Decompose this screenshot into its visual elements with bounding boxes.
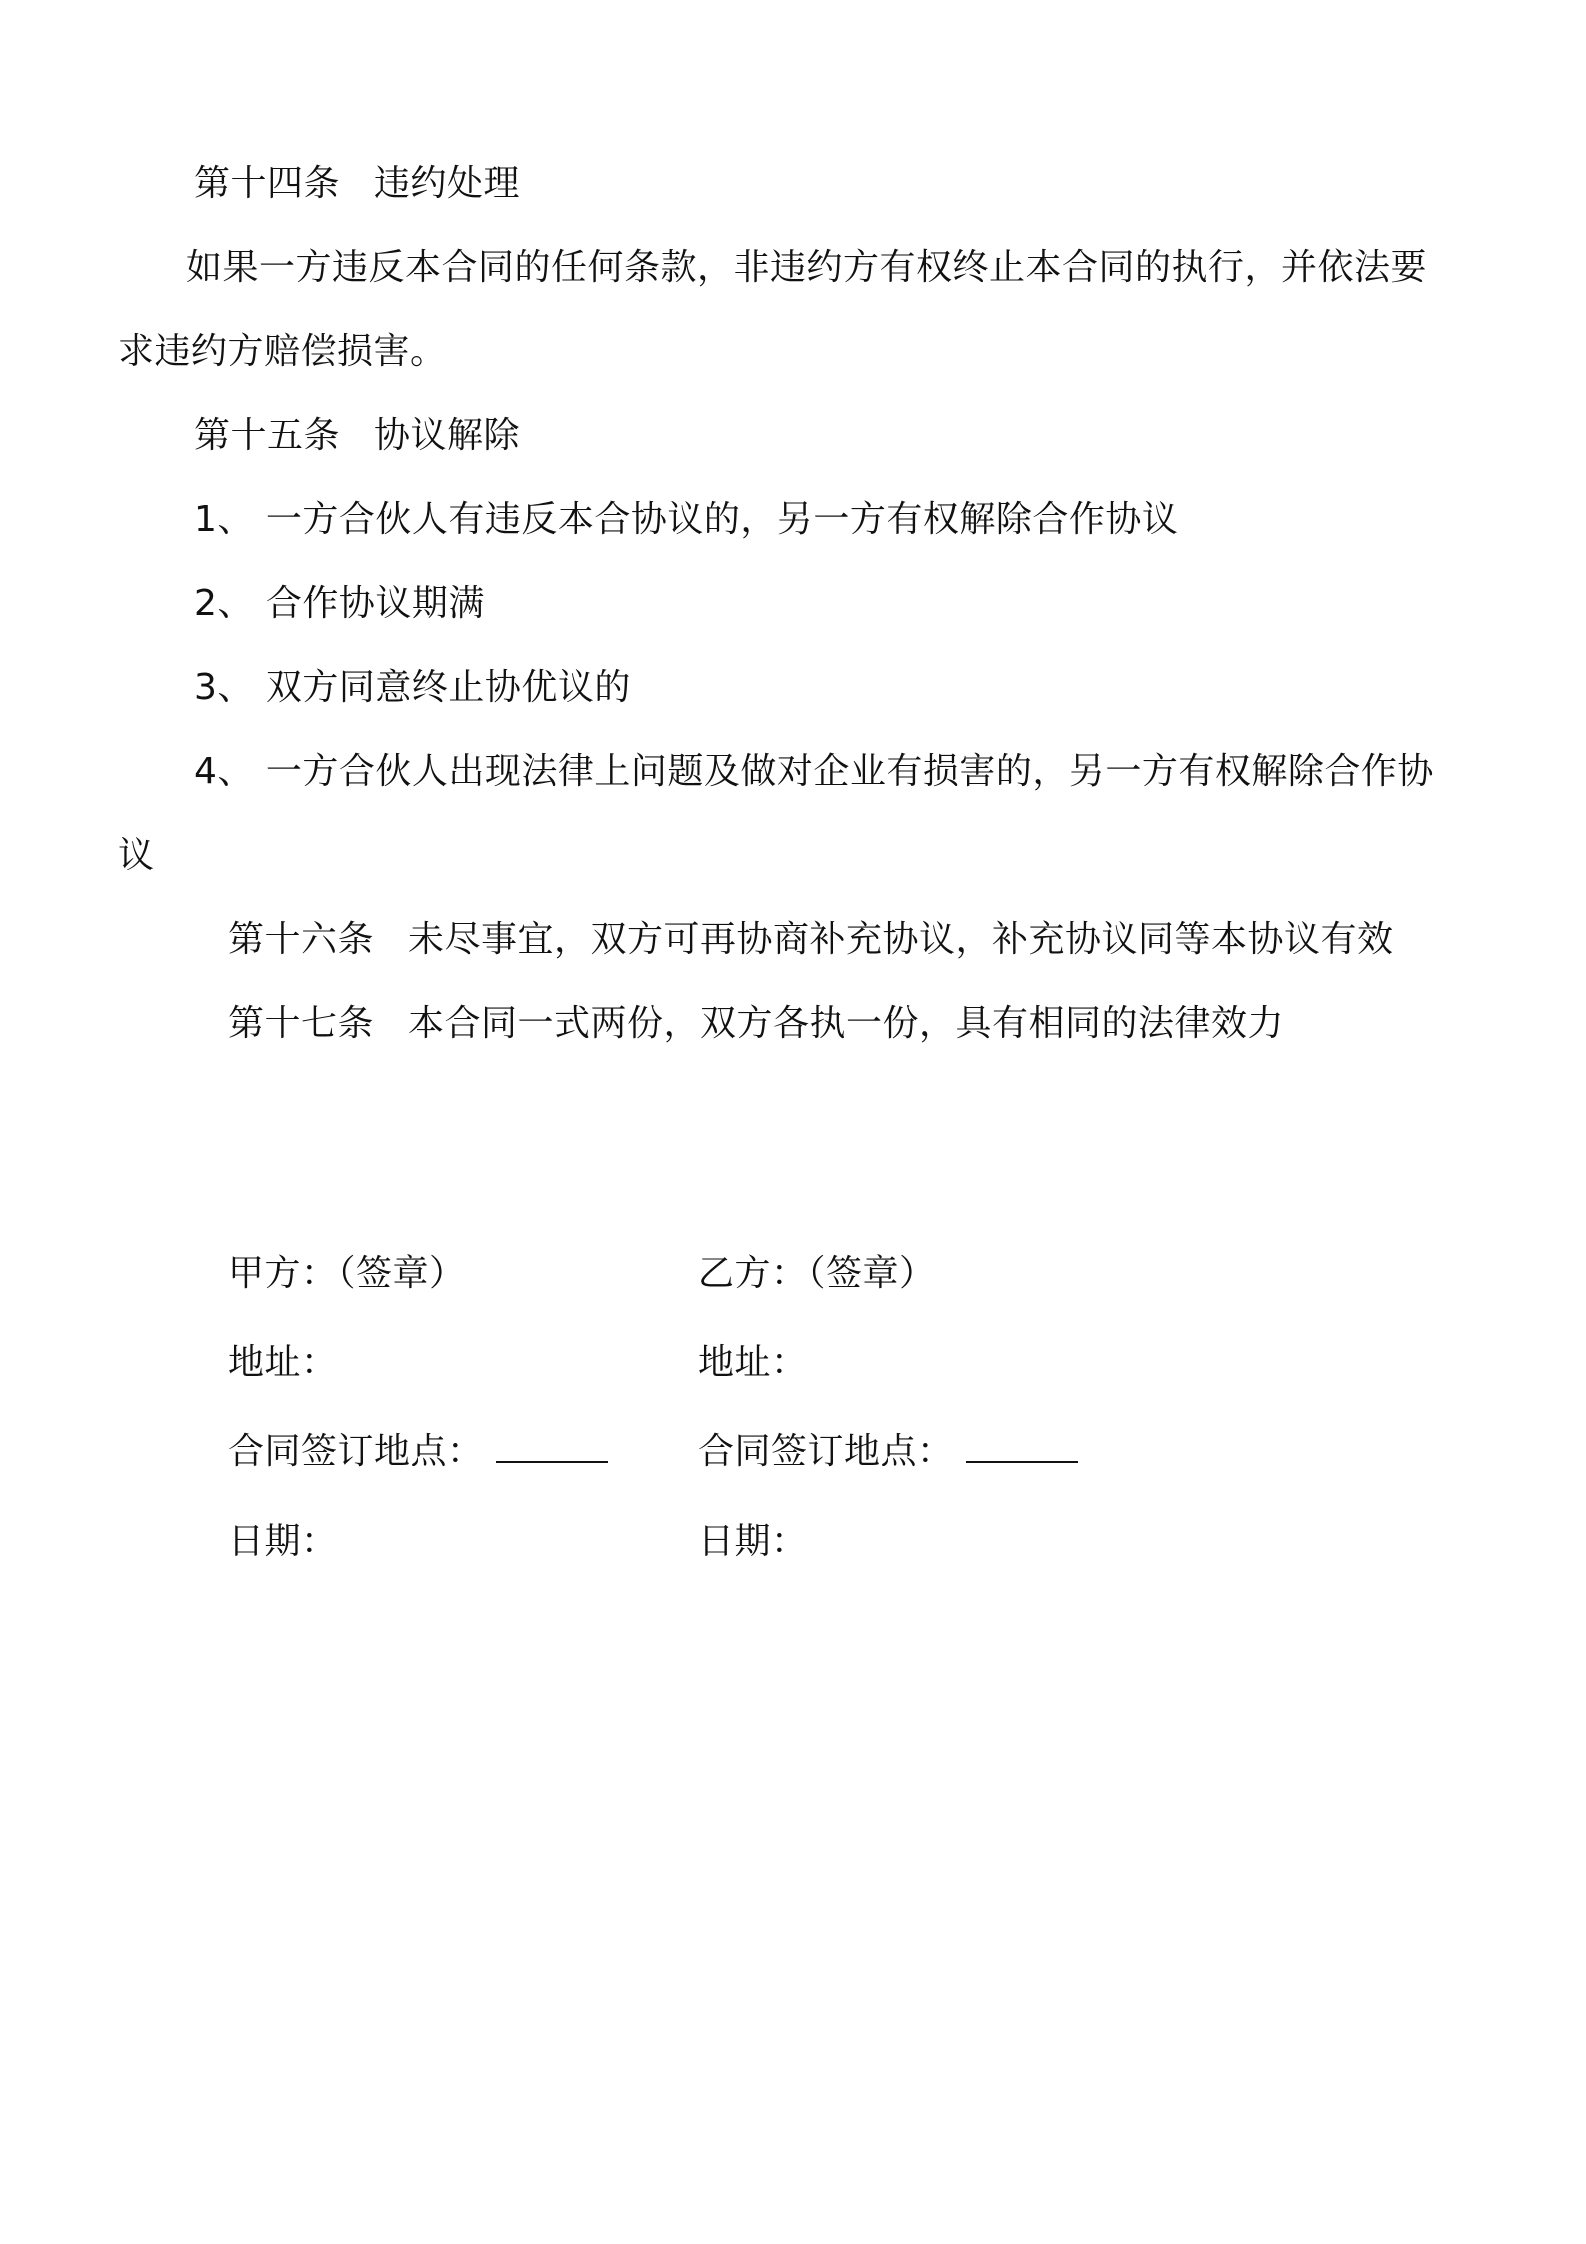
article-14-body-line-2: 求违约方赔偿损害。 xyxy=(118,331,447,372)
party-a-address: 地址： xyxy=(228,1342,338,1384)
article-14-heading xyxy=(194,162,520,205)
article-14-title: 违约处理 xyxy=(374,163,521,204)
party-b-address: 地址： xyxy=(698,1342,808,1384)
article-17-text: 本合同一式两份，双方各执一份，具有相同的法律效力 xyxy=(408,1003,1285,1044)
party-a-signing-place xyxy=(228,1430,608,1473)
party-b-signing-place-blank xyxy=(966,1433,1078,1463)
article-14-number: 第十四条 xyxy=(194,163,341,204)
article-15-heading xyxy=(194,414,520,457)
list-item-text: 一方合伙人出现法律上问题及做对企业有损害的，另一方有权解除合作协 xyxy=(265,751,1434,792)
article-17 xyxy=(228,1002,1284,1045)
party-a-signature-block xyxy=(228,1252,608,1563)
list-item xyxy=(194,666,631,709)
list-item xyxy=(194,498,1178,541)
list-item xyxy=(194,750,1434,793)
list-item-text: 合作协议期满 xyxy=(265,583,485,624)
party-b-date: 日期： xyxy=(698,1520,808,1562)
party-a-signing-place-label: 合同签订地点： xyxy=(228,1431,484,1473)
article-16-number: 第十六条 xyxy=(228,919,375,960)
party-b-label: 乙方：（签章） xyxy=(698,1253,936,1294)
article-15-title: 协议解除 xyxy=(374,415,521,456)
article-14-body-line-1: 如果一方违反本合同的任何条款，非违约方有权终止本合同的执行，并依法要 xyxy=(186,247,1428,288)
article-17-number: 第十七条 xyxy=(228,1003,375,1044)
article-15-number: 第十五条 xyxy=(194,415,341,456)
article-16-text: 未尽事宜，双方可再协商补充协议，补充协议同等本协议有效 xyxy=(408,919,1394,960)
list-item xyxy=(194,582,485,625)
list-item-number: 1、 xyxy=(194,499,254,540)
list-item-number: 4、 xyxy=(194,751,254,792)
party-a-label: 甲方：（签章） xyxy=(228,1253,466,1294)
party-a-signing-place-blank xyxy=(496,1433,608,1463)
party-b-signing-place xyxy=(698,1430,1078,1473)
list-item-continuation: 议 xyxy=(118,835,155,876)
list-item-text: 一方合伙人有违反本合协议的，另一方有权解除合作协议 xyxy=(265,499,1179,540)
article-16 xyxy=(228,918,1394,961)
list-item-text: 双方同意终止协优议的 xyxy=(265,667,631,708)
list-item-number: 2、 xyxy=(194,583,254,624)
party-b-signature-block xyxy=(698,1252,1078,1563)
party-a-date: 日期： xyxy=(228,1520,338,1562)
party-b-signing-place-label: 合同签订地点： xyxy=(698,1431,954,1473)
list-item-number: 3、 xyxy=(194,667,254,708)
